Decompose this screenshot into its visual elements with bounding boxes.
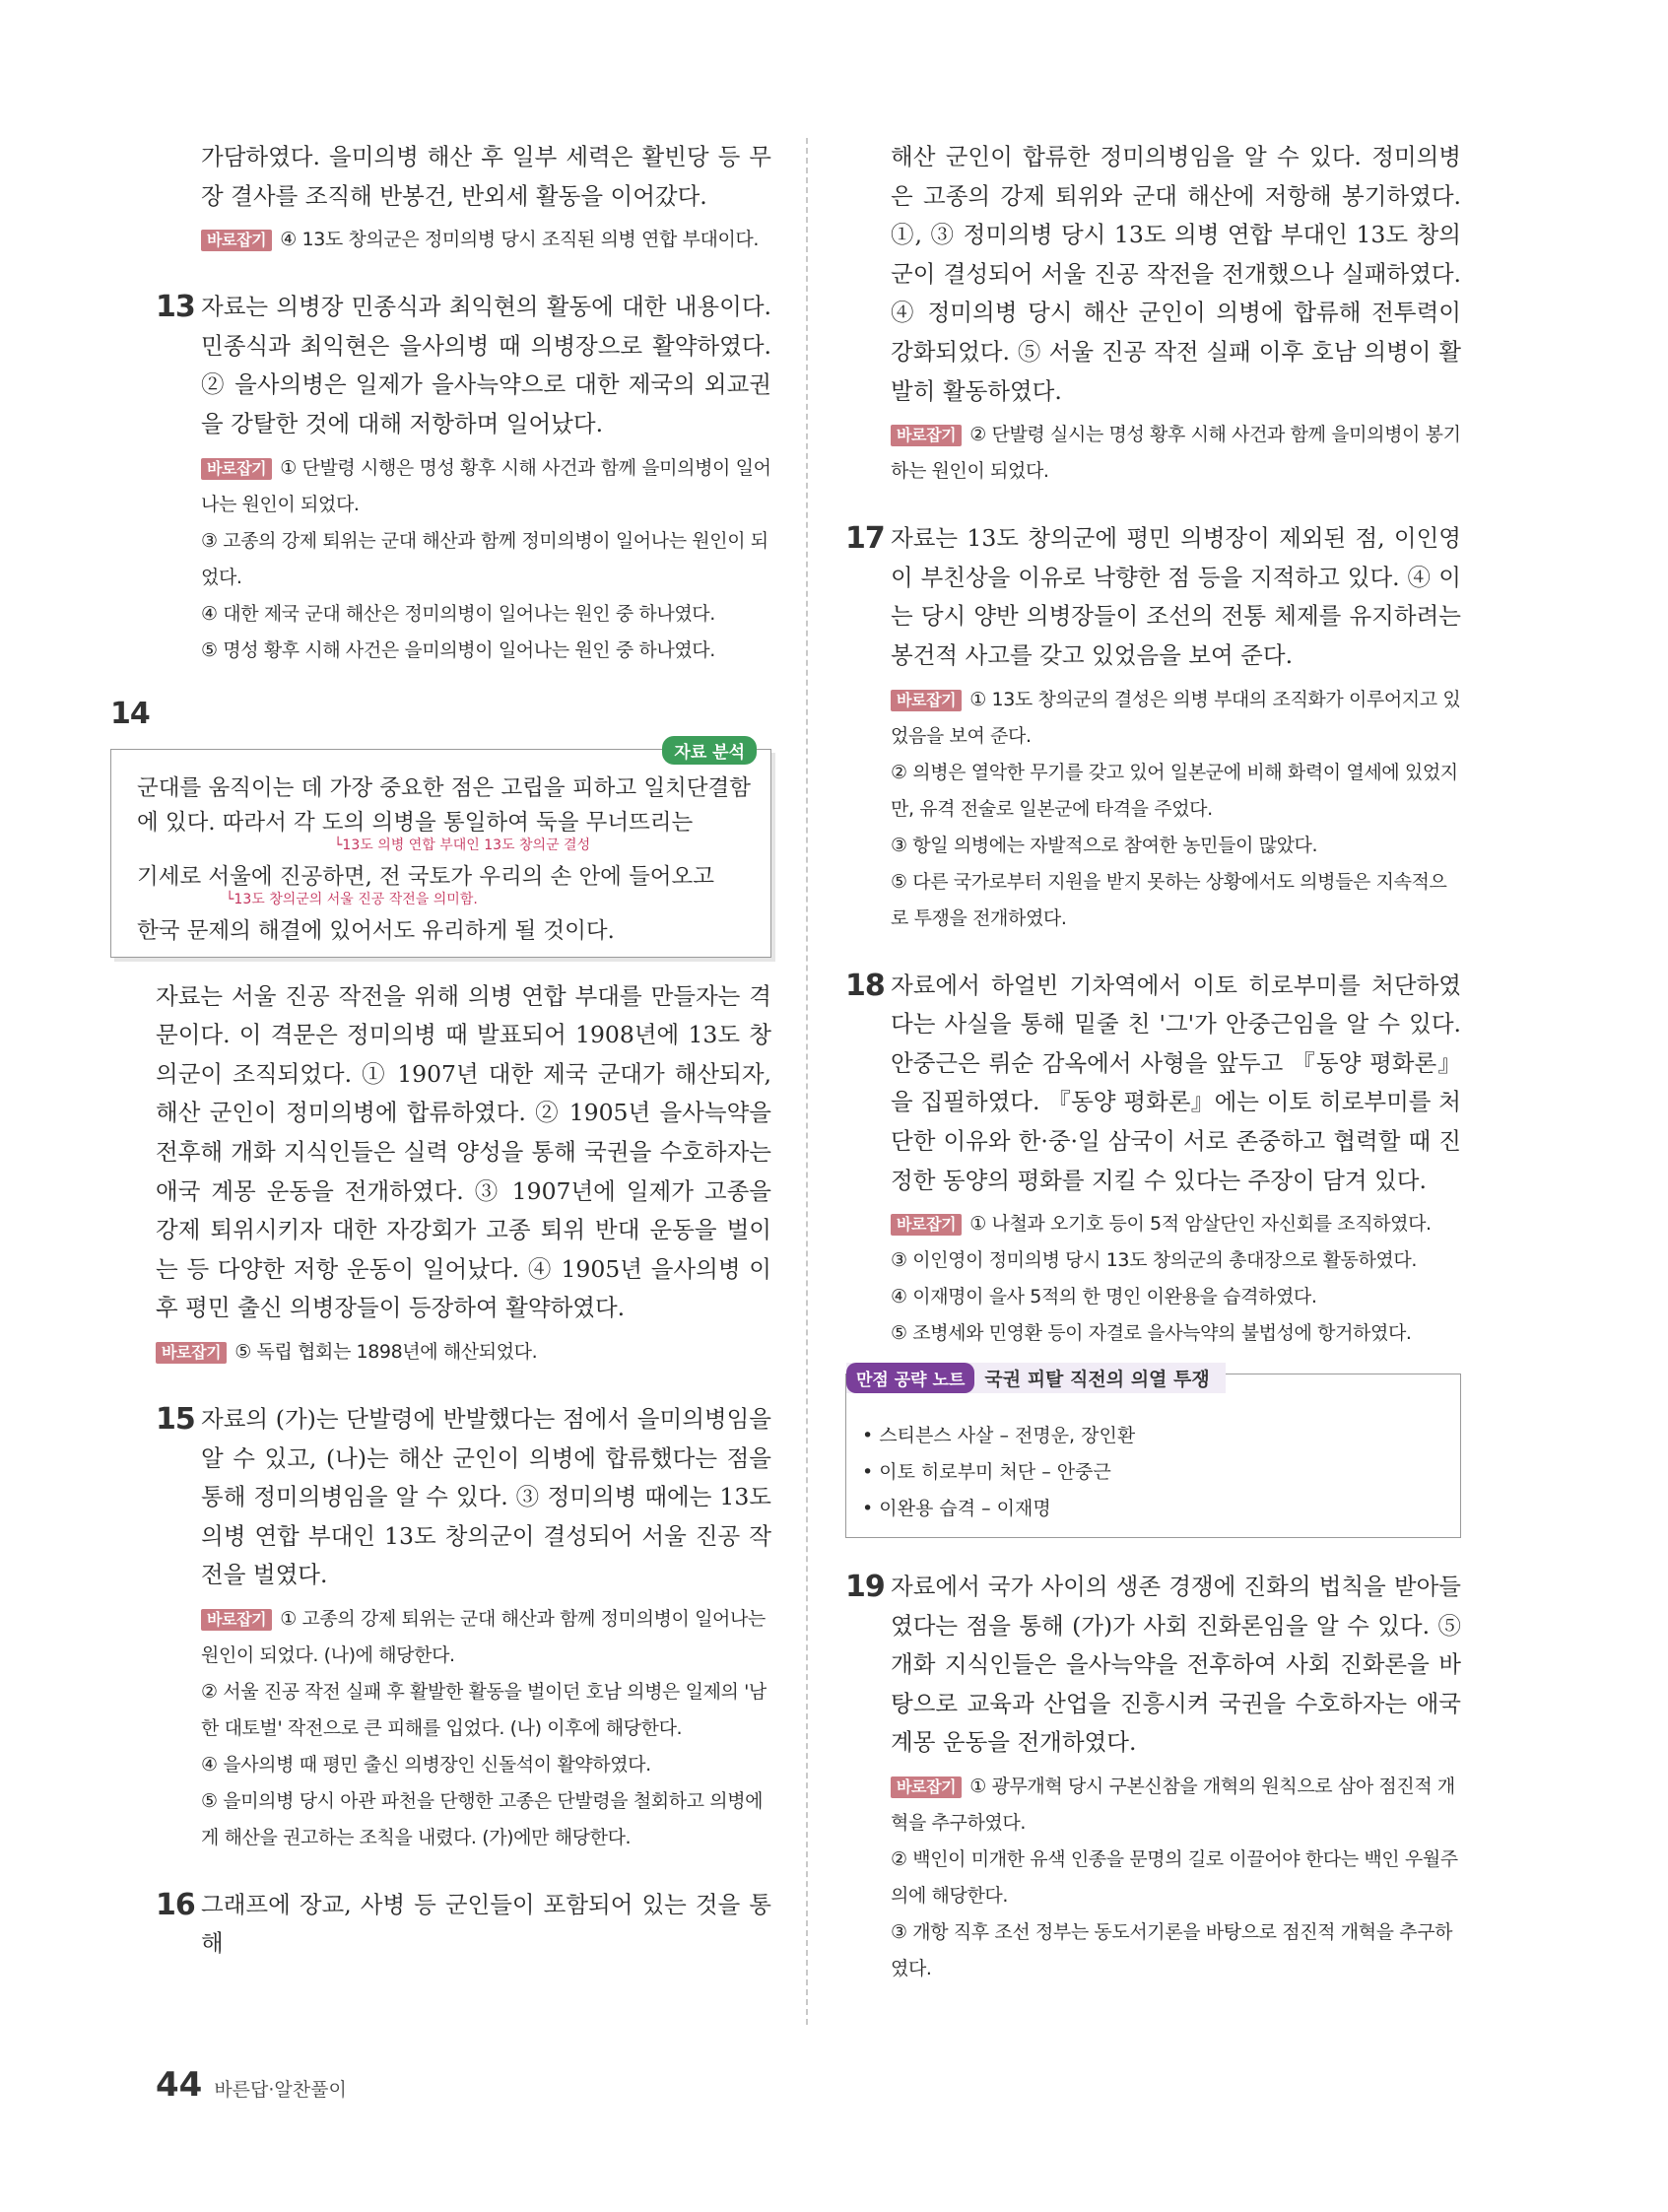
fix-tag: 바로잡기: [201, 1609, 272, 1631]
fix-line: 바로잡기 ① 고종의 강제 퇴위는 군대 해산과 함께 정미의병이 일어나는 원인이 되었다. (나)에 해당한다.: [201, 1607, 766, 1666]
fix-line: ④ 을사의병 때 평민 출신 의병장인 신돌석이 활약하였다.: [201, 1753, 651, 1776]
question-number: 18: [845, 968, 885, 1003]
q16-continued: 해산 군인이 합류한 정미의병임을 알 수 있다. 정미의병은 고종의 강제 퇴위와 군대 해산에 저항해 봉기하였다. ①, ③ 정미의병 당시 13도 의병 연합 부대인 13도 창의군이 결성되어 서울 진공 작전을 전개했으나 실패하였다. ④ 정미의병 당시 해산 군인이 의병에 합류해 전투력이 강화되었다. ⑤ 서울 진공 작전 실패 이후 호남 의병이 활발히 활동하였다.: [891, 143, 1461, 405]
fix-line: 바로잡기 ① 단발령 시행은 명성 황후 시해 사건과 함께 을미의병이 일어나는 원인이 되었다.: [201, 456, 771, 515]
annotation: └13도 의병 연합 부대인 13도 창의군 결성: [334, 837, 591, 853]
fix-line: ② 서울 진공 작전 실패 후 활발한 활동을 벌이던 호남 의병은 일제의 '남한 대토벌' 작전으로 큰 피해를 입었다. (나) 이후에 해당한다.: [201, 1680, 767, 1739]
fix-line: 바로잡기 ① 광무개혁 당시 구본신참을 개혁의 원칙으로 삼아 점진적 개혁을 추구하였다.: [891, 1776, 1455, 1835]
question-18: [845, 967, 1461, 1353]
question-17: [845, 519, 1461, 936]
page-number: 44: [156, 2065, 203, 2105]
answer-body: 자료는 서울 진공 작전을 위해 의병 연합 부대를 만들자는 격문이다. 이 격문은 정미의병 때 발표되어 1908년에 13도 창의군이 조직되었다. ① 1907년 대한 제국 군대가 해산되자, 해산 군인이 정미의병에 합류하였다. ② 1905년 을사늑약을 전후해 개화 지식인들은 실력 양성을 통해 국권을 수호하자는 애국 계몽 운동을 전개하였다. ③ 1907년에 일제가 고종을 강제 퇴위시키자 대한 자강회가 고종 퇴위 반대 운동을 벌이는 등 다양한 저항 운동이 일어났다. ④ 1905년 을사의병 이후 평민 출신 의병장들이 등장하여 활약하였다.: [156, 981, 771, 1322]
fix-tag: 바로잡기: [891, 690, 962, 711]
right-column: [845, 138, 1461, 1987]
source-analysis-box: [110, 742, 771, 958]
fix-line: ③ 고종의 강제 퇴위는 군대 해산과 함께 정미의병이 일어나는 원인이 되었다.: [201, 529, 768, 588]
study-note-list: [862, 1418, 1444, 1527]
question-number: 14: [110, 696, 150, 731]
answer-body: 자료에서 국가 사이의 생존 경쟁에 진화의 법칙을 받아들였다는 점을 통해 (가)가 사회 진화론임을 알 수 있다. ⑤ 개화 지식인들은 을사늑약을 전후하여 사회 진화론을 바탕으로 교육과 산업을 진흥시켜 국권을 수호하자는 애국 계몽 운동을 전개하였다.: [891, 1573, 1461, 1757]
fix-line: ⑤ 명성 황후 시해 사건은 을미의병이 일어나는 원인 중 하나였다.: [201, 638, 715, 661]
question-number: 16: [156, 1887, 195, 1922]
source-line: 한국 문제의 해결에 있어서도 유리하게 될 것이다.: [137, 917, 615, 944]
fix-line: ② 백인이 미개한 유색 인종을 문명의 길로 이끌어야 한다는 백인 우월주의에 해당한다.: [891, 1848, 1458, 1908]
question-13: [156, 288, 771, 668]
fix-tag: 바로잡기: [201, 458, 272, 480]
fix-line: 바로잡기 ① 나철과 오기호 등이 5적 암살단인 자신회를 조직하였다.: [891, 1206, 1461, 1242]
fix-tag: 바로잡기: [201, 230, 272, 251]
column-divider: [806, 138, 808, 2025]
question-number: 13: [156, 290, 195, 325]
answer-body: 자료에서 하얼빈 기차역에서 이토 히로부미를 처단하였다는 사실을 통해 밑줄 친 '그'가 안중근임을 알 수 있다. 안중근은 뤼순 감옥에서 사형을 앞두고 『동양 평화론』을 집필하였다. 『동양 평화론』에는 이토 히로부미를 처단한 이유와 한·중·일 삼국이 서로 존중하고 협력할 때 진정한 동양의 평화를 지킬 수 있다는 주장이 담겨 있다.: [891, 971, 1461, 1194]
question-14: [110, 695, 771, 1371]
fix-line: ⑤ 을미의병 당시 아관 파천을 단행한 고종은 단발령을 철회하고 의병에게 해산을 권고하는 조칙을 내렸다. (가)에만 해당한다.: [201, 1789, 764, 1848]
page-footer: [156, 2065, 347, 2105]
fix-tag: 바로잡기: [891, 1776, 962, 1798]
left-column: [110, 138, 771, 1964]
question-15: [156, 1400, 771, 1856]
fix-line: ③ 개항 직후 조선 정부는 동도서기론을 바탕으로 점진적 개혁을 추구하였다.: [891, 1921, 1453, 1980]
fix-tag: 바로잡기: [156, 1342, 227, 1364]
answer-body: 자료의 (가)는 단발령에 반발했다는 점에서 을미의병임을 알 수 있고, (나)는 해산 군인이 의병에 합류했다는 점을 통해 정미의병임을 알 수 있다. ③ 정미의병 때에는 13도 의병 연합 부대인 13도 창의군이 결성되어 서울 진공 작전을 벌였다.: [201, 1404, 771, 1589]
list-item: • 이토 히로부미 처단 – 안중근: [862, 1461, 1111, 1484]
fix-line: ② 의병은 열악한 무기를 갖고 있어 일본군에 비해 화력이 열세에 있었지만, 유격 전술로 일본군에 타격을 주었다.: [891, 761, 1458, 820]
fix-line: 바로잡기 ⑤ 독립 협회는 1898년에 해산되었다.: [156, 1334, 771, 1371]
fix-line: ⑤ 조병세와 민영환 등이 자결로 을사늑약의 불법성에 항거하였다.: [891, 1322, 1412, 1345]
fix-line: 바로잡기 ① 13도 창의군의 결성은 의병 부대의 조직화가 이루어지고 있었음을 보여 준다.: [891, 688, 1461, 747]
fix-tag: 바로잡기: [891, 425, 962, 446]
footer-label: 바른답·알찬풀이: [214, 2079, 347, 2101]
annotation: └13도 창의군의 서울 진공 작전을 의미함.: [226, 891, 478, 907]
source-line: 기세로 서울에 진공하면, 전 국토가 우리의 손 안에 들어오고: [137, 863, 715, 890]
source-analysis-tab: 자료 분석: [662, 736, 757, 765]
fix-line: ④ 대한 제국 군대 해산은 정미의병이 일어나는 원인 중 하나였다.: [201, 602, 715, 625]
intro-fix: 바로잡기 ④ 13도 창의군은 정미의병 당시 조직된 의병 연합 부대이다.: [156, 222, 771, 258]
study-note-title: 국권 피탈 직전의 의열 투쟁: [984, 1369, 1210, 1391]
list-item: • 스티븐스 사살 – 전명운, 장인환: [862, 1425, 1136, 1447]
fix-line: 바로잡기 ② 단발령 실시는 명성 황후 시해 사건과 함께 을미의병이 봉기하는 원인이 되었다.: [891, 424, 1461, 483]
fix-line: ③ 이인영이 정미의병 당시 13도 창의군의 총대장으로 활동하였다.: [891, 1249, 1417, 1272]
study-note-header: [846, 1363, 1226, 1393]
intro-text: 가담하였다. 을미의병 해산 후 일부 세력은 활빈당 등 무장 결사를 조직해 반봉건, 반외세 활동을 이어갔다.: [201, 143, 771, 210]
fix-line: ⑤ 다른 국가로부터 지원을 받지 못하는 상황에서도 의병들은 지속적으로 투쟁을 전개하였다.: [891, 870, 1447, 929]
answer-body: 그래프에 장교, 사병 등 군인들이 포함되어 있는 것을 통해: [201, 1890, 771, 1958]
answer-body: 자료는 의병장 민종식과 최익현의 활동에 대한 내용이다. 민종식과 최익현은 을사의병 때 의병장으로 활약하였다. ② 을사의병은 일제가 을사늑약으로 대한 제국의 외교권을 강탈한 것에 대해 저항하며 일어났다.: [201, 293, 771, 437]
fix-tag: 바로잡기: [891, 1214, 962, 1236]
study-note-box: [845, 1369, 1461, 1538]
question-16: [156, 1886, 771, 1964]
question-number: 17: [845, 521, 885, 557]
question-number: 15: [156, 1401, 195, 1437]
fix-line: ③ 항일 의병에는 자발적으로 참여한 농민들이 많았다.: [891, 834, 1318, 856]
list-item: • 이완용 습격 – 이재명: [862, 1498, 1051, 1520]
study-note-badge: 만점 공략 노트: [846, 1363, 974, 1393]
source-line: 군대를 움직이는 데 가장 중요한 점은 고립을 피하고 일치단결함에 있다. 따라서 각 도의 의병을 통일하여 둑을 무너뜨리는: [137, 774, 751, 836]
question-number: 19: [845, 1570, 885, 1605]
answer-body: 자료는 13도 창의군에 평민 의병장이 제외된 점, 이인영이 부친상을 이유로 낙향한 점 등을 지적하고 있다. ④ 이는 당시 양반 의병장들이 조선의 전통 체제를 유지하려는 봉건적 사고를 갖고 있었음을 보여 준다.: [891, 524, 1461, 669]
question-19: [845, 1568, 1461, 1987]
fix-line: ④ 이재명이 을사 5적의 한 명인 이완용을 습격하였다.: [891, 1286, 1317, 1308]
